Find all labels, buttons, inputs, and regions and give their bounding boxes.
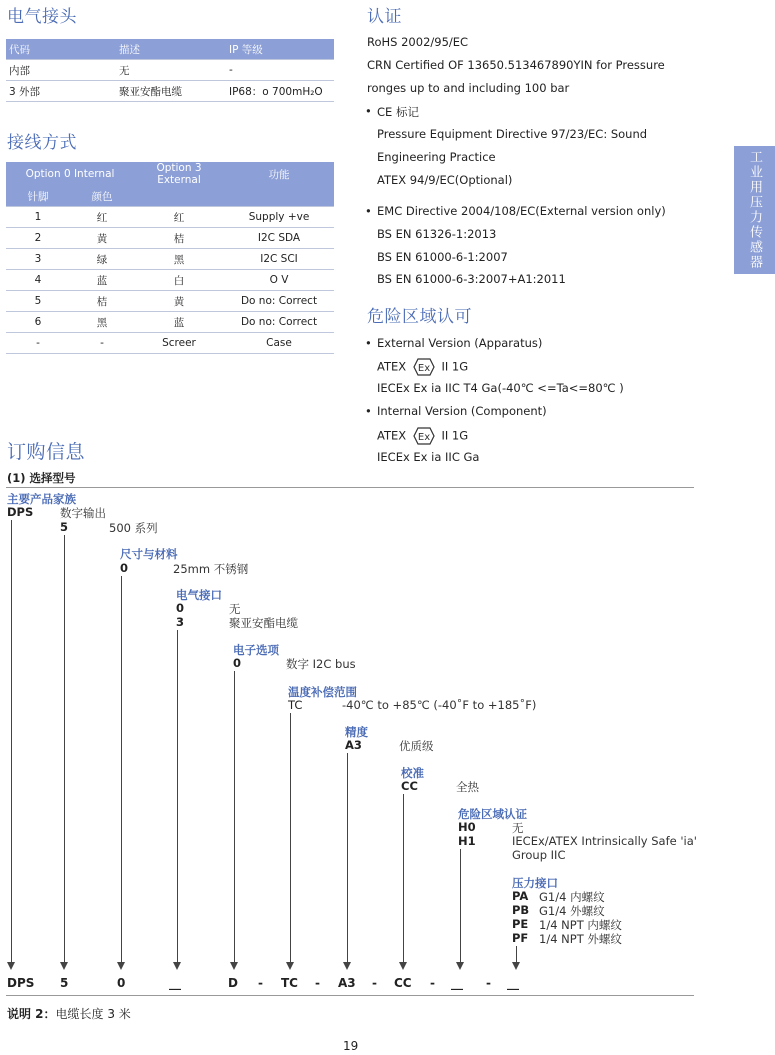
wiring-subheader-row <box>6 186 334 207</box>
wiring-header-function: 功能 <box>268 168 290 181</box>
temp-desc: -40℃ to +85℃ (-40˚F to +185˚F) <box>342 698 537 712</box>
table-row <box>6 81 334 102</box>
table-cell: 3 <box>6 249 70 270</box>
table-cell: 4 <box>6 270 70 291</box>
order-bottom-divider <box>6 995 694 996</box>
elec-label: 电气接口 <box>176 588 222 602</box>
table-cell: 聚亚安酯电缆 <box>119 81 229 102</box>
elec-code-0: 0 <box>176 601 185 615</box>
pressure-desc: G1/4 内螺纹 <box>539 890 605 904</box>
table-row <box>6 207 334 228</box>
table-cell: - <box>70 333 134 354</box>
model-separator: - <box>315 976 320 990</box>
cert-block <box>367 0 727 300</box>
connector-line <box>121 576 122 964</box>
wiring-header-blank2 <box>224 186 334 207</box>
table-cell: 5 <box>6 291 70 312</box>
family-code: DPS <box>7 505 34 519</box>
hazard-title: 危险区域认可 <box>367 307 472 327</box>
model-part: __ <box>451 976 463 990</box>
elecopt-code: 0 <box>233 656 242 670</box>
elec-desc-0: 无 <box>229 602 241 616</box>
table-cell: 红 <box>70 207 134 228</box>
pressure-desc: 1/4 NPT 内螺纹 <box>539 918 622 932</box>
connector-line <box>64 535 65 964</box>
arrow-down-icon <box>173 962 181 970</box>
wiring-table <box>6 162 334 354</box>
note-label: 说明 2： <box>7 1007 56 1021</box>
table-row <box>6 291 334 312</box>
table-cell: I2C SDA <box>224 228 334 249</box>
pressure-desc: G1/4 外螺纹 <box>539 904 605 918</box>
arrow-down-icon <box>117 962 125 970</box>
elec-code-3: 3 <box>176 615 185 629</box>
wiring-header-color: 颜色 <box>70 186 134 207</box>
arrow-down-icon <box>60 962 68 970</box>
series-desc: 500 系列 <box>109 521 158 535</box>
wiring-header-option0: Option 0 Internal <box>25 168 115 180</box>
atex-label: ATEX <box>377 359 407 374</box>
electrical-header-code: 代码 <box>6 39 119 60</box>
table-cell: 桔 <box>70 291 134 312</box>
table-cell: Do no: Correct <box>224 291 334 312</box>
calibration-code: CC <box>401 779 418 793</box>
electrical-table <box>6 39 334 102</box>
table-cell: O V <box>224 270 334 291</box>
table-cell: 无 <box>119 60 229 81</box>
model-part: 5 <box>60 976 69 990</box>
table-cell: 2 <box>6 228 70 249</box>
cert-line: • CE 标记 <box>377 104 419 120</box>
model-part: A3 <box>338 976 356 990</box>
table-row <box>6 249 334 270</box>
table-cell: IP68：o 700mH₂O <box>229 81 334 102</box>
model-part: DPS <box>7 976 35 990</box>
svg-text:Ex: Ex <box>417 363 430 374</box>
model-separator: - <box>258 976 263 990</box>
pressure-code: PA <box>512 889 529 903</box>
table-cell: - <box>6 333 70 354</box>
table-row <box>6 312 334 333</box>
pressure-label: 压力接口 <box>512 876 558 890</box>
series-code: 5 <box>60 520 69 534</box>
cert-line: BS EN 61326-1:2013 <box>377 227 497 241</box>
atex-group: II 1G <box>441 428 469 443</box>
arrow-down-icon <box>7 962 15 970</box>
hazcert-label: 危险区域认证 <box>458 807 527 821</box>
hazcert-code-0: H0 <box>458 820 476 834</box>
note-text: 电缆长度 3 米 <box>55 1007 131 1021</box>
hazard-int-atex <box>377 427 468 445</box>
hazcert-code-1: H1 <box>458 834 476 848</box>
accuracy-label: 精度 <box>345 725 368 739</box>
hazard-int-iecex: IECEx Ex ia IIC Ga <box>377 450 480 464</box>
order-divider <box>6 487 694 488</box>
order-title: 订购信息 <box>7 441 86 463</box>
pressure-code: PE <box>512 917 529 931</box>
table-cell: 6 <box>6 312 70 333</box>
table-row <box>6 333 334 354</box>
cert-line: • EMC Directive 2004/108/EC(External version only) <box>377 204 666 218</box>
size-code: 0 <box>120 561 129 575</box>
table-row <box>6 228 334 249</box>
arrow-down-icon <box>343 962 351 970</box>
electrical-header-ip: IP 等级 <box>229 39 334 60</box>
wiring-header-blank <box>134 186 224 207</box>
atex-group: II 1G <box>441 359 469 374</box>
table-cell: 内部 <box>6 60 119 81</box>
table-cell: 蓝 <box>70 270 134 291</box>
model-part: __ <box>169 976 181 990</box>
table-cell: 3 外部 <box>6 81 119 102</box>
table-cell: Do no: Correct <box>224 312 334 333</box>
cert-line: ATEX 94/9/EC(Optional) <box>377 173 513 187</box>
table-row <box>6 270 334 291</box>
hazard-ext-iecex: IECEx Ex ia IIC T4 Ga(-40℃ <=Ta<=80℃ ) <box>377 381 624 395</box>
cert-line: BS EN 61000-6-1:2007 <box>377 250 508 264</box>
hazard-external: • External Version (Apparatus) <box>377 336 542 350</box>
note <box>7 1005 131 1022</box>
model-separator: - <box>430 976 435 990</box>
connector-line <box>460 849 461 964</box>
model-separator: - <box>372 976 377 990</box>
table-cell: 黄 <box>134 291 224 312</box>
table-cell: 黄 <box>70 228 134 249</box>
side-category-tab: 工业用压力传感器 <box>734 146 775 274</box>
table-cell: 黑 <box>70 312 134 333</box>
table-cell: 黑 <box>134 249 224 270</box>
ex-hexagon-icon <box>413 427 435 445</box>
arrow-down-icon <box>512 962 520 970</box>
cert-line: BS EN 61000-6-3:2007+A1:2011 <box>377 272 566 286</box>
hazard-ext-atex <box>377 358 468 376</box>
hazcert-desc-1a: IECEx/ATEX Intrinsically Safe 'ia' <box>512 834 697 848</box>
page-number: 19 <box>343 1039 359 1053</box>
svg-text:Ex: Ex <box>417 432 430 443</box>
size-label: 尺寸与材料 <box>120 547 178 561</box>
connector-line <box>177 630 178 964</box>
model-separator: - <box>486 976 491 990</box>
atex-label: ATEX <box>377 428 407 443</box>
family-label: 主要产品家族 <box>7 492 76 506</box>
table-cell: - <box>229 60 334 81</box>
table-cell: 绿 <box>70 249 134 270</box>
family-desc: 数字输出 <box>60 506 106 520</box>
table-cell: 红 <box>134 207 224 228</box>
ex-hexagon-icon <box>413 358 435 376</box>
table-cell: Case <box>224 333 334 354</box>
calibration-desc: 全热 <box>456 780 479 794</box>
accuracy-code: A3 <box>345 738 362 752</box>
pressure-code: PB <box>512 903 530 917</box>
temp-label: 温度补偿范围 <box>288 685 357 699</box>
model-part: __ <box>507 976 519 990</box>
accuracy-desc: 优质级 <box>399 739 434 753</box>
table-cell: Supply +ve <box>224 207 334 228</box>
electrical-title: 电气接头 <box>7 7 77 27</box>
table-cell: Screer <box>134 333 224 354</box>
temp-code: TC <box>288 698 303 712</box>
arrow-down-icon <box>230 962 238 970</box>
cert-line: ronges up to and including 100 bar <box>367 81 570 95</box>
connector-line <box>234 671 235 964</box>
calibration-label: 校准 <box>401 766 424 780</box>
wiring-header-row <box>6 162 334 186</box>
model-part: CC <box>394 976 412 990</box>
hazard-block <box>367 300 727 470</box>
table-cell: 桔 <box>134 228 224 249</box>
model-part: D <box>228 976 238 990</box>
model-part: 0 <box>117 976 126 990</box>
arrow-down-icon <box>399 962 407 970</box>
elecopt-desc: 数字 I2C bus <box>286 657 356 671</box>
arrow-down-icon <box>286 962 294 970</box>
wiring-header-pin: 针脚 <box>6 186 70 207</box>
connector-line <box>403 794 404 964</box>
model-part: TC <box>281 976 298 990</box>
table-row <box>6 60 334 81</box>
cert-line: CRN Certified OF 13650.513467890YIN for Pressure <box>367 58 665 72</box>
table-cell: I2C SCI <box>224 249 334 270</box>
cert-line: RoHS 2002/95/EC <box>367 35 469 49</box>
wiring-title: 接线方式 <box>7 133 77 153</box>
cert-title: 认证 <box>367 7 402 27</box>
pressure-code: PF <box>512 931 529 945</box>
table-cell: 1 <box>6 207 70 228</box>
connector-line <box>290 713 291 964</box>
order-subtitle: (1) 选择型号 <box>7 471 76 485</box>
cert-line: Engineering Practice <box>377 150 496 164</box>
hazcert-desc-0: 无 <box>512 821 524 835</box>
size-desc: 25mm 不锈钢 <box>173 562 249 576</box>
hazcert-desc-1b: Group IIC <box>512 848 566 862</box>
arrow-down-icon <box>456 962 464 970</box>
elecopt-label: 电子选项 <box>233 643 279 657</box>
electrical-header-row <box>6 39 334 60</box>
connector-line <box>11 520 12 964</box>
hazard-internal: • Internal Version (Component) <box>377 404 547 418</box>
pressure-desc: 1/4 NPT 外螺纹 <box>539 932 622 946</box>
wiring-header-option3: Option 3 External <box>156 162 202 186</box>
electrical-header-desc: 描述 <box>119 39 229 60</box>
elec-desc-3: 聚亚安酯电缆 <box>229 616 298 630</box>
connector-line <box>347 753 348 964</box>
cert-line: Pressure Equipment Directive 97/23/EC: Sound <box>377 127 648 141</box>
table-cell: 白 <box>134 270 224 291</box>
table-cell: 蓝 <box>134 312 224 333</box>
